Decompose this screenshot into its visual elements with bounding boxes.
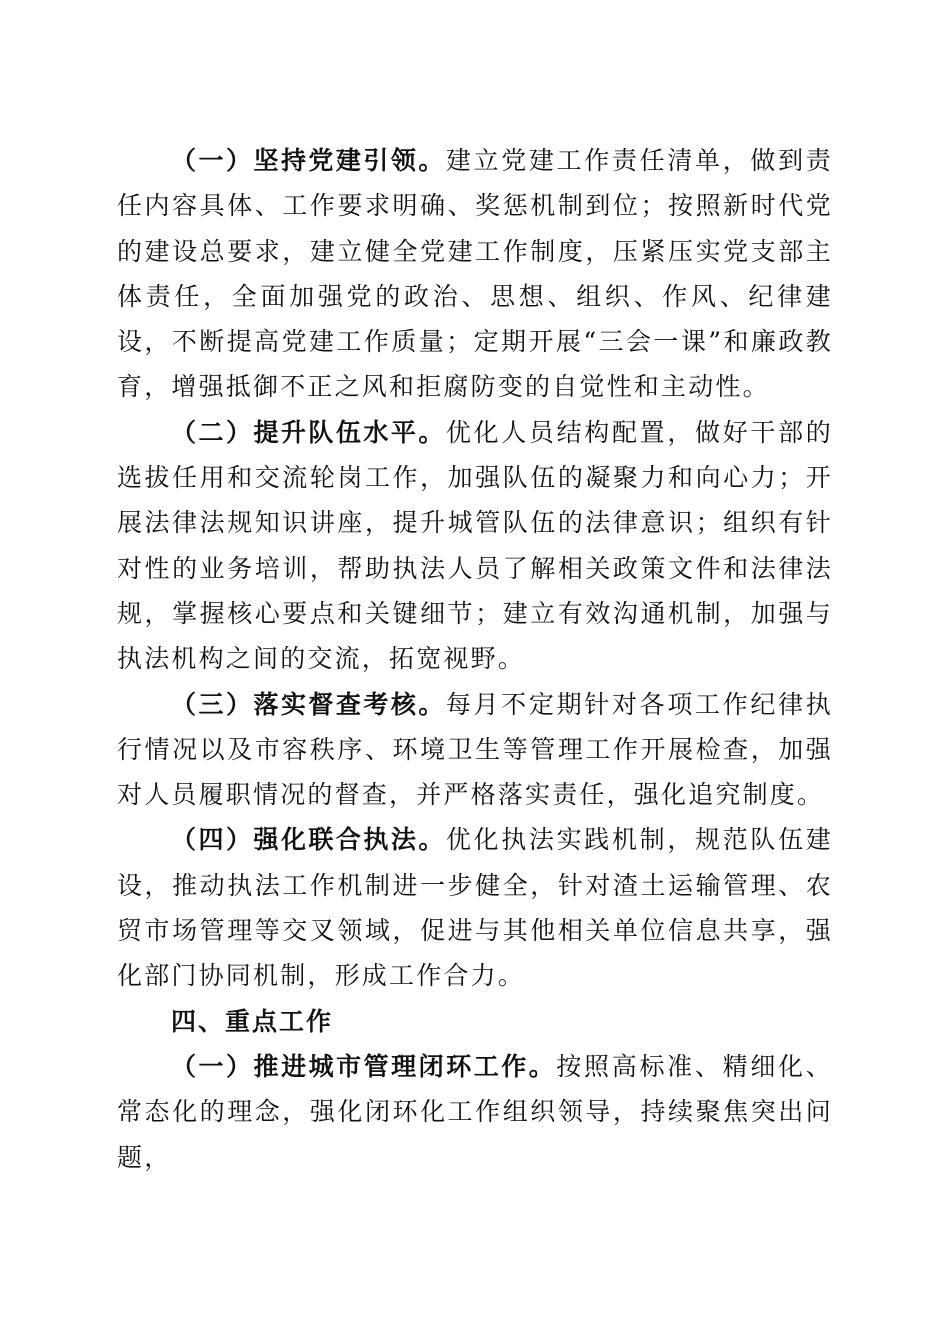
paragraph-closed-loop (117, 1044, 833, 1180)
paragraph-text: 优化人员结构配置，做好干部的选拔任用和交流轮岗工作，加强队伍的凝聚力和向心力；开展法律法规知识讲座，提升城管队伍的法律意识；组织有针对性的业务培训，帮助执法人员了解相关政策文件和法律法规，掌握核心要点和关键细节；建立有效沟通机制，加强与执法机构之间的交流，拓宽视野。 (117, 417, 833, 674)
paragraph-text: 优化执法实践机制，规范队伍建设，推动执法工作机制进一步健全，针对渣土运输管理、农贸市场管理等交叉领域，促进与其他相关单位信息共享，强化部门协同机制，形成工作合力。 (117, 825, 833, 991)
document-body (117, 138, 833, 1180)
section-heading: 四、重点工作 (171, 1006, 334, 1036)
paragraph-lead: （一）推进城市管理闭环工作。 (171, 1051, 557, 1081)
paragraph-text: 建立党建工作责任清单，做到责任内容具体、工作要求明确、奖惩机制到位；按照新时代党的建设总要求，建立健全党建工作制度，压紧压实党支部主体责任，全面加强党的政治、思想、组织、作风、纪律建设，不断提高党建工作质量；定期开展“三会一课”和廉政教育，增强抵御不正之风和拒腐防变的自觉性和主动性。 (117, 146, 833, 402)
paragraph-supervision (117, 682, 833, 818)
paragraph-lead: （四）强化联合执法。 (171, 825, 446, 855)
paragraph-joint-enforcement (117, 817, 833, 998)
paragraph-text: 每月不定期针对各项工作纪律执行情况以及市容秩序、环境卫生等管理工作开展检查，加强对人员履职情况的督查，并严格落实责任，强化追究制度。 (117, 689, 833, 810)
paragraph-lead: （三）落实督查考核。 (171, 689, 446, 719)
paragraph-lead: （一）坚持党建引领。 (171, 146, 446, 175)
paragraph-lead: （二）提升队伍水平。 (171, 417, 446, 447)
paragraph-party-building (117, 138, 833, 410)
paragraph-text: 按照高标准、精细化、常态化的理念，强化闭环化工作组织领导，持续聚焦突出问题， (117, 1051, 833, 1172)
paragraph-team-level (117, 410, 833, 682)
